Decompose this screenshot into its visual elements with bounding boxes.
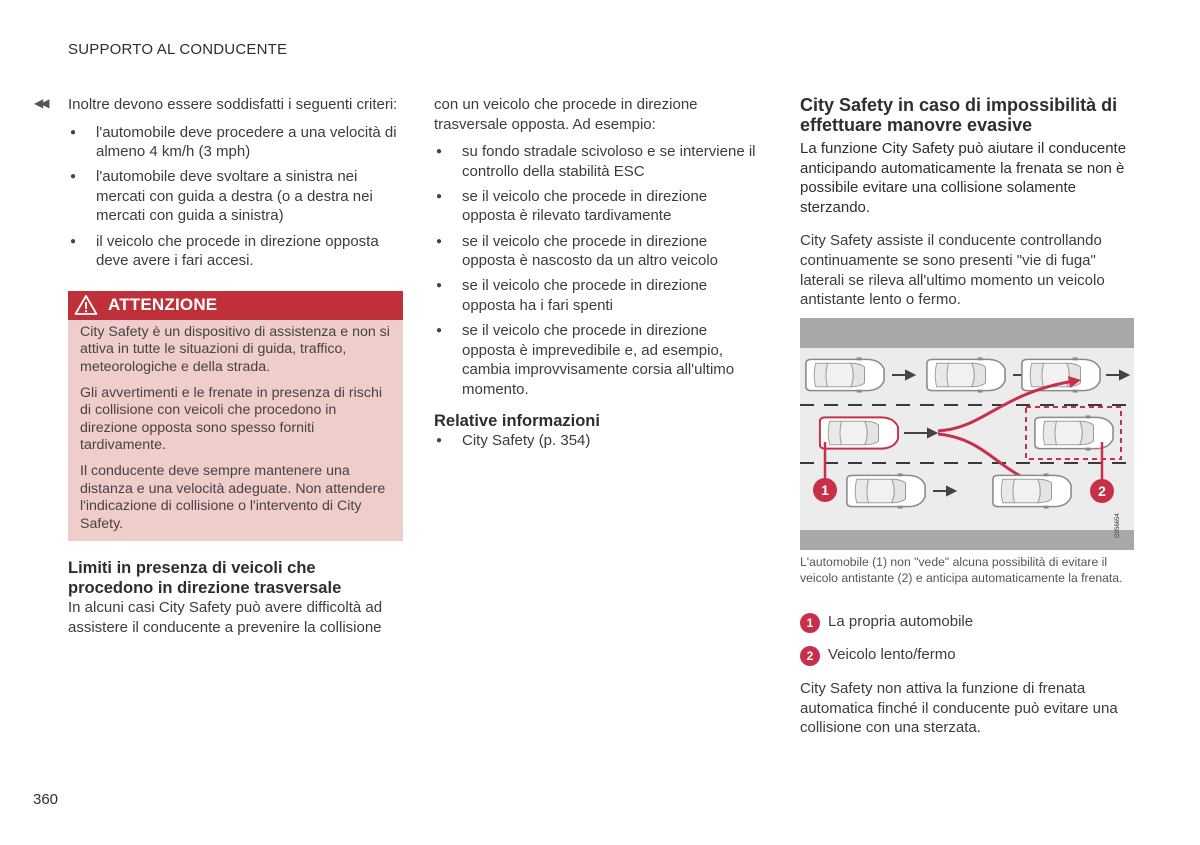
legend-item xyxy=(800,645,1134,666)
warning-body xyxy=(68,320,403,542)
section-heading: City Safety in caso di impossibilità di effettuare manovre evasive xyxy=(800,95,1118,135)
page-header: SUPPORTO AL CONDUCENTE xyxy=(68,41,288,58)
warning-paragraph: Il conducente deve sempre mantenere una distanza e una velocità adeguate. Non attendere l'indicazione di collisione o l'intervento di City Safety. xyxy=(80,462,386,532)
warning-title: ATTENZIONE xyxy=(108,295,218,315)
intro-text: Inoltre devono essere soddisfatti i seguenti criteri: xyxy=(68,96,398,113)
column-middle xyxy=(434,95,764,456)
legend-marker-2-icon: 2 xyxy=(800,646,820,666)
marker-1-label: 1 xyxy=(821,482,829,498)
car-icon xyxy=(927,357,1005,392)
intro-text: con un veicolo che procede in direzione trasversale opposta. Ad esempio: xyxy=(434,96,698,133)
related-heading: Relative informazioni xyxy=(434,412,600,431)
list-item: ● il veicolo che procede in direzione opposta deve avere i fari accesi. xyxy=(68,232,403,271)
previous-page-arrow-icon[interactable]: ◀◀ xyxy=(34,96,47,110)
closing-text: City Safety non attiva la funzione di frenata automatica finché il conducente può evitare una collisione con una sterzata. xyxy=(800,680,1118,737)
warning-box xyxy=(68,291,403,542)
column-left xyxy=(68,95,403,637)
list-item: ● su fondo stradale scivoloso e se interviene il controllo della stabilità ESC xyxy=(434,142,764,181)
figure-code: G056654 xyxy=(1115,513,1121,538)
list-item: ● se il veicolo che procede in direzione opposta è imprevedibile e, ad esempio, cambia improvvisamente corsia all'ultimo momento. xyxy=(434,321,764,399)
column-right xyxy=(800,95,1134,310)
list-item: ● se il veicolo che procede in direzione opposta è rilevato tardivamente xyxy=(434,187,764,226)
legend-label: Veicolo lento/fermo xyxy=(828,646,956,663)
legend-marker-1-icon: 1 xyxy=(800,613,820,633)
traffic-diagram xyxy=(800,318,1134,550)
legend-label: La propria automobile xyxy=(828,613,974,630)
own-car-icon xyxy=(820,417,898,448)
warning-triangle-icon xyxy=(74,294,98,316)
car-icon xyxy=(806,357,884,392)
section-subheading: Limiti in presenza di veicoli che procedono in direzione trasversale xyxy=(68,559,342,598)
marker-2-label: 2 xyxy=(1098,483,1106,499)
list-item: ● l'automobile deve procedere a una velocità di almeno 4 km/h (3 mph) xyxy=(68,123,403,162)
list-item: ● se il veicolo che procede in direzione opposta ha i fari spenti xyxy=(434,276,764,315)
warning-paragraph: City Safety è un dispositivo di assistenza e non si attiva in tutte le situazioni di guida, traffico, meteorologiche e della strada. xyxy=(80,323,390,375)
subsection-text: In alcuni casi City Safety può avere difficoltà ad assistere il conducente a prevenire la collisione xyxy=(68,599,383,636)
car-icon xyxy=(1022,357,1100,392)
body-text: City Safety assiste il conducente controllando continuamente se sono presenti "vie di fuga" laterali se rileva all'ultimo momento un veicolo antistante lento o fermo. xyxy=(800,232,1105,309)
car-icon xyxy=(993,473,1071,508)
related-list xyxy=(434,431,764,451)
list-item: ● l'automobile deve svoltare a sinistra nei mercati con guida a destra (o a destra nei mercati con guida a sinistra) xyxy=(68,167,403,226)
figure-caption: L'automobile (1) non "vede" alcuna possibilità di evitare il veicolo antistante (2) e anticipa automaticamente la frenata. xyxy=(800,555,1123,585)
related-link[interactable]: ● City Safety (p. 354) xyxy=(434,431,764,451)
car-icon xyxy=(847,473,925,508)
warning-paragraph: Gli avvertimenti e le frenate in presenza di rischi di collisione con veicoli che procedono in direzione opposta sono spesso forniti tardivamente. xyxy=(80,384,383,454)
list-item: ● se il veicolo che procede in direzione opposta è nascosto da un altro veicolo xyxy=(434,232,764,271)
legend-item xyxy=(800,612,1134,633)
lead-text: La funzione City Safety può aiutare il conducente anticipando automaticamente la frenata se non è possibile evitare una collisione solamente sterzando. xyxy=(800,140,1127,216)
traffic-illustration xyxy=(800,318,1134,550)
examples-list xyxy=(434,142,764,399)
criteria-list xyxy=(68,123,403,271)
page-number: 360 xyxy=(33,791,59,808)
warning-header xyxy=(68,291,403,320)
